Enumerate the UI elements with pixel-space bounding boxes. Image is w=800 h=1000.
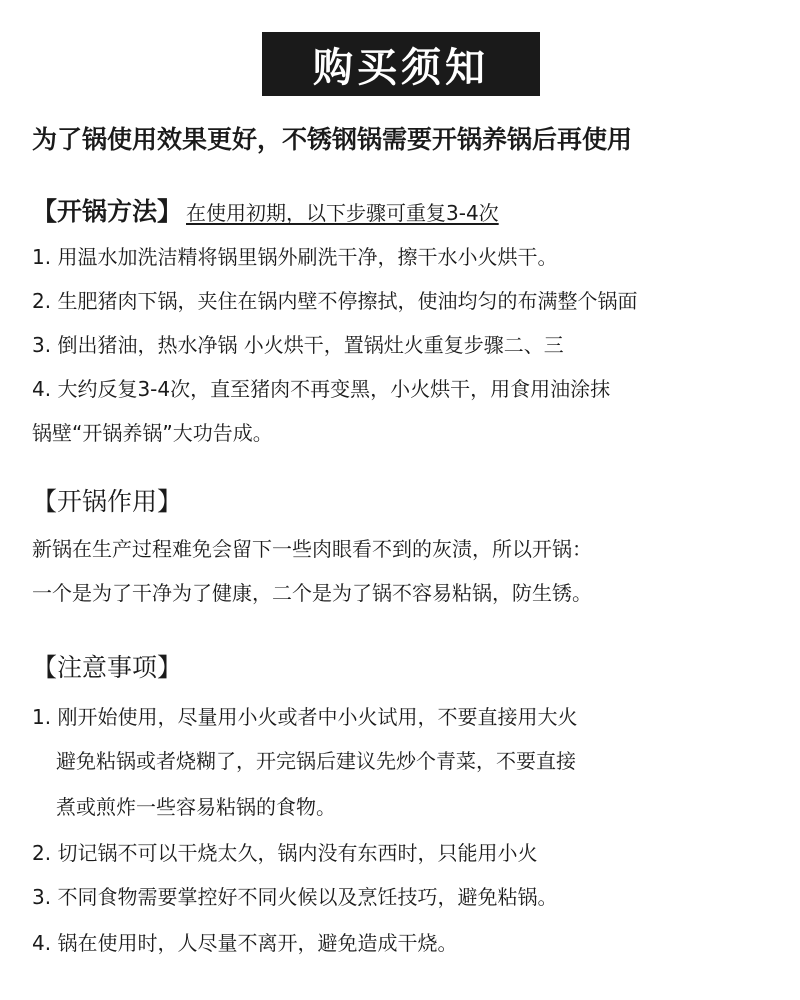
list-item: 1. 刚开始使用，尽量用小火或者中小火试用，不要直接用大火 — [32, 705, 578, 729]
section-note: 在使用初期，以下步骤可重复3-4次 — [186, 201, 499, 225]
list-item: 3. 倒出猪油，热水净锅 小火烘干，置锅灶火重复步骤二、三 — [32, 333, 564, 357]
section-heading: 【注意事项】 — [32, 653, 183, 682]
list-item: 2. 切记锅不可以干烧太久，锅内没有东西时，只能用小火 — [32, 841, 538, 865]
page-title: 购买须知 — [262, 32, 540, 96]
list-item: 3. 不同食物需要掌控好不同火候以及烹饪技巧，避免粘锅。 — [32, 885, 558, 909]
section-opening-method-header — [32, 192, 499, 228]
list-item: 2. 生肥猪肉下锅，夹住在锅内壁不停擦拭，使油均匀的布满整个锅面 — [32, 289, 638, 313]
list-item-continuation: 避免粘锅或者烧糊了，开完锅后建议先炒个青菜，不要直接 — [56, 749, 576, 773]
section-heading: 【开锅作用】 — [32, 487, 183, 516]
section-heading: 【开锅方法】 — [32, 197, 183, 226]
list-item: 锅壁“开锅养锅”大功告成。 — [32, 421, 273, 445]
section-notes-header — [32, 648, 182, 684]
paragraph-line: 一个是为了干净为了健康，二个是为了锅不容易粘锅，防生锈。 — [32, 581, 592, 605]
paragraph-line: 新锅在生产过程难免会留下一些肉眼看不到的灰渍，所以开锅： — [32, 537, 592, 561]
list-item-continuation: 煮或煎炸一些容易粘锅的食物。 — [56, 795, 336, 819]
list-item: 4. 大约反复3-4次，直至猪肉不再变黑，小火烘干，用食用油涂抹 — [32, 377, 611, 401]
list-item: 4. 锅在使用时，人尽量不离开，避免造成干烧。 — [32, 931, 458, 955]
subtitle: 为了锅使用效果更好，不锈钢锅需要开锅养锅后再使用 — [32, 125, 633, 154]
section-purpose-header — [32, 482, 182, 518]
list-item: 1. 用温水加洗洁精将锅里锅外刷洗干净，擦干水小火烘干。 — [32, 245, 558, 269]
